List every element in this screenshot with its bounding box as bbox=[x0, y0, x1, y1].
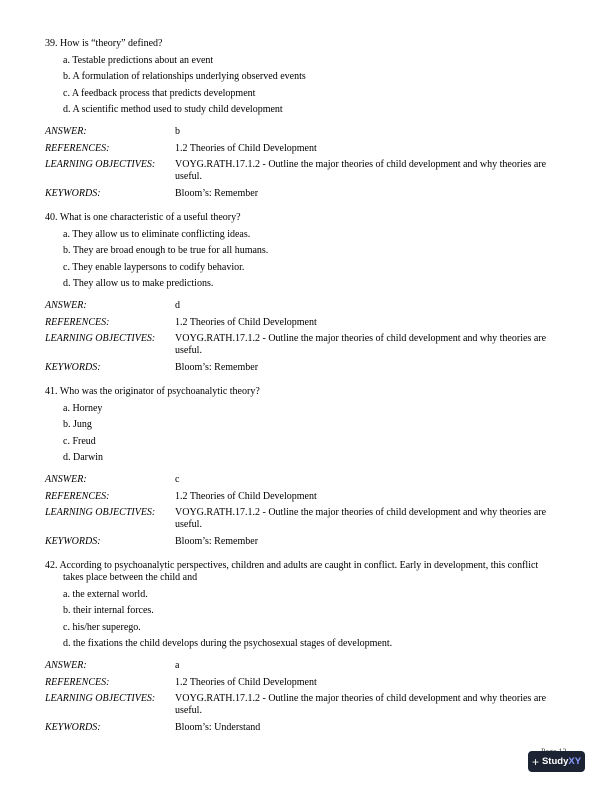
answer-option: a. They allow us to eliminate conflicting ideas. bbox=[63, 228, 251, 240]
answer-option: d. They allow us to make predictions. bbox=[63, 278, 214, 289]
learning-objectives-value: VOYG.RATH.17.1.2 - Outline the major theories of child development and why theories are useful. bbox=[175, 507, 547, 530]
answer-option: c. A feedback process that predicts development bbox=[63, 87, 256, 99]
keywords-value: Bloom’s: Remember bbox=[175, 187, 259, 199]
learning-objectives-label: LEARNING OBJECTIVES: bbox=[45, 159, 156, 170]
answer-option: b. Jung bbox=[63, 419, 92, 430]
answer-option: d. A scientific method used to study child development bbox=[63, 104, 283, 115]
learning-objectives-label: LEARNING OBJECTIVES: bbox=[45, 507, 156, 518]
answer-option: c. They enable laypersons to codify behavior. bbox=[63, 261, 245, 273]
question-stem: 41. Who was the originator of psychoanalytic theory? bbox=[45, 386, 260, 397]
answer-option: b. their internal forces. bbox=[63, 605, 154, 616]
badge-prefix: Study bbox=[541, 755, 569, 767]
answer-option: a. Testable predictions about an event bbox=[63, 54, 214, 66]
references-label: REFERENCES: bbox=[45, 676, 110, 688]
keywords-value: Bloom’s: Understand bbox=[175, 721, 261, 733]
studyxy-badge[interactable] bbox=[528, 751, 585, 772]
plus-icon: + bbox=[531, 754, 539, 769]
question-stem: 39. How is “theory” defined? bbox=[45, 38, 163, 49]
question-42 bbox=[45, 560, 555, 738]
answer-option: b. They are broad enough to be true for all humans. bbox=[63, 245, 269, 256]
answer-value: d bbox=[175, 300, 180, 311]
answer-label: ANSWER: bbox=[45, 474, 87, 485]
answer-metadata bbox=[45, 474, 555, 548]
answer-value: b bbox=[175, 126, 180, 137]
keywords-value: Bloom’s: Remember bbox=[175, 535, 259, 547]
answer-value: c bbox=[175, 474, 180, 485]
answer-metadata bbox=[45, 660, 555, 734]
badge-suffix: XY bbox=[568, 755, 582, 767]
answer-option: a. the external world. bbox=[63, 588, 148, 600]
question-40 bbox=[45, 212, 555, 378]
question-39 bbox=[45, 38, 555, 204]
keywords-label: KEYWORDS: bbox=[45, 187, 101, 199]
answer-label: ANSWER: bbox=[45, 300, 87, 311]
learning-objectives-label: LEARNING OBJECTIVES: bbox=[45, 693, 156, 704]
answer-option: d. the fixations the child develops during the psychosexual stages of development. bbox=[63, 638, 393, 649]
question-stem: 42. According to psychoanalytic perspectives, children and adults are caught in conflict. Early in development, this conflict takes place between the child and bbox=[45, 560, 539, 583]
answer-option: a. Horney bbox=[63, 402, 103, 414]
answer-option: d. Darwin bbox=[63, 452, 103, 463]
answer-option: c. Freud bbox=[63, 435, 96, 447]
keywords-label: KEYWORDS: bbox=[45, 535, 101, 547]
references-value: 1.2 Theories of Child Development bbox=[175, 490, 317, 502]
question-41 bbox=[45, 386, 555, 552]
references-label: REFERENCES: bbox=[45, 142, 110, 154]
references-value: 1.2 Theories of Child Development bbox=[175, 316, 317, 328]
answer-option: b. A formulation of relationships underlying observed events bbox=[63, 71, 306, 82]
learning-objectives-value: VOYG.RATH.17.1.2 - Outline the major theories of child development and why theories are useful. bbox=[175, 693, 547, 716]
answer-value: a bbox=[175, 660, 180, 671]
references-value: 1.2 Theories of Child Development bbox=[175, 142, 317, 154]
answer-option: c. his/her superego. bbox=[63, 621, 141, 633]
answer-label: ANSWER: bbox=[45, 660, 87, 671]
keywords-value: Bloom’s: Remember bbox=[175, 361, 259, 373]
learning-objectives-value: VOYG.RATH.17.1.2 - Outline the major theories of child development and why theories are useful. bbox=[175, 333, 547, 356]
answer-metadata bbox=[45, 126, 555, 200]
references-label: REFERENCES: bbox=[45, 316, 110, 328]
keywords-label: KEYWORDS: bbox=[45, 361, 101, 373]
learning-objectives-value: VOYG.RATH.17.1.2 - Outline the major theories of child development and why theories are useful. bbox=[175, 159, 547, 182]
answer-label: ANSWER: bbox=[45, 126, 87, 137]
question-stem: 40. What is one characteristic of a useful theory? bbox=[45, 212, 241, 223]
keywords-label: KEYWORDS: bbox=[45, 721, 101, 733]
references-value: 1.2 Theories of Child Development bbox=[175, 676, 317, 688]
learning-objectives-label: LEARNING OBJECTIVES: bbox=[45, 333, 156, 344]
references-label: REFERENCES: bbox=[45, 490, 110, 502]
answer-metadata bbox=[45, 300, 555, 374]
